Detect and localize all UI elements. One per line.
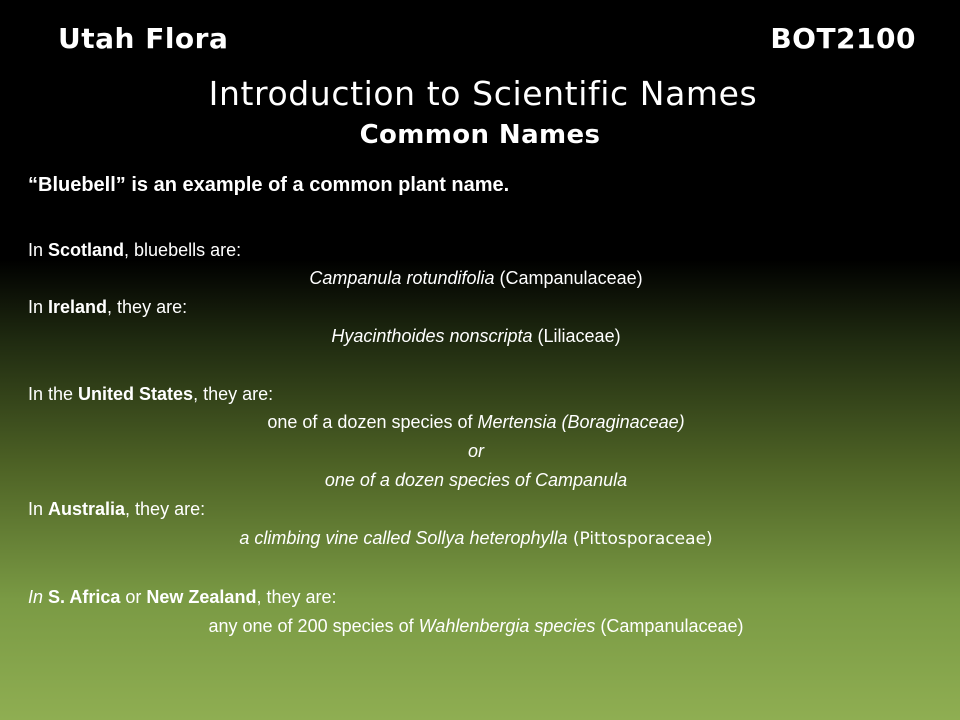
ireland-species: Hyacinthoides nonscripta xyxy=(331,326,533,346)
ireland-line xyxy=(28,297,187,318)
course-code: BOT2100 xyxy=(770,22,916,55)
us-prefix: In the xyxy=(28,384,79,404)
us-option-1 xyxy=(0,412,952,433)
safrica-place-2: New Zealand xyxy=(146,587,257,607)
ireland-suffix: , they are: xyxy=(107,297,188,317)
australia-place: Australia xyxy=(48,499,126,519)
safrica-genus: Wahlenbergia species xyxy=(418,616,596,636)
scotland-prefix: In xyxy=(28,240,49,260)
us-place: United States xyxy=(78,384,194,404)
us-option-2: one of a dozen species of Campanula xyxy=(324,470,628,490)
scotland-species: Campanula rotundifolia xyxy=(309,268,495,288)
us-or: or xyxy=(467,441,484,461)
safrica-place-1: S. Africa xyxy=(48,587,121,607)
slide-subtitle: Common Names xyxy=(359,120,601,150)
intro-text: “Bluebell” is an example of a common plant name. xyxy=(28,174,510,196)
safrica-species-line xyxy=(0,616,952,637)
ireland-species-line xyxy=(0,326,952,347)
safrica-prefix: In xyxy=(28,587,49,607)
australia-line xyxy=(28,499,205,520)
us-suffix: , they are: xyxy=(193,384,274,404)
scotland-place: Scotland xyxy=(48,240,125,260)
australia-species-line xyxy=(0,528,952,549)
ireland-place: Ireland xyxy=(48,297,108,317)
australia-desc: a climbing vine called Sollya heterophylla xyxy=(239,528,568,548)
scotland-species-line xyxy=(0,268,952,289)
australia-family: (Pittosporaceae) xyxy=(567,529,713,549)
us-option-1-genus: Mertensia (Boraginaceae) xyxy=(477,412,685,432)
safrica-line xyxy=(28,587,336,608)
us-line xyxy=(28,384,273,405)
course-title: Utah Flora xyxy=(58,22,229,55)
scotland-line xyxy=(28,240,241,261)
ireland-family: (Liliaceae) xyxy=(532,326,621,346)
safrica-suffix: , they are: xyxy=(256,587,337,607)
slide-title: Introduction to Scientific Names xyxy=(208,74,758,113)
australia-suffix: , they are: xyxy=(125,499,206,519)
safrica-line-pre: any one of 200 species of xyxy=(208,616,419,636)
us-option-1-pre: one of a dozen species of xyxy=(267,412,478,432)
safrica-mid: or xyxy=(120,587,147,607)
safrica-family: (Campanulaceae) xyxy=(595,616,744,636)
scotland-suffix: , bluebells are: xyxy=(124,240,242,260)
ireland-prefix: In xyxy=(28,297,49,317)
scotland-family: (Campanulaceae) xyxy=(494,268,643,288)
australia-prefix: In xyxy=(28,499,49,519)
